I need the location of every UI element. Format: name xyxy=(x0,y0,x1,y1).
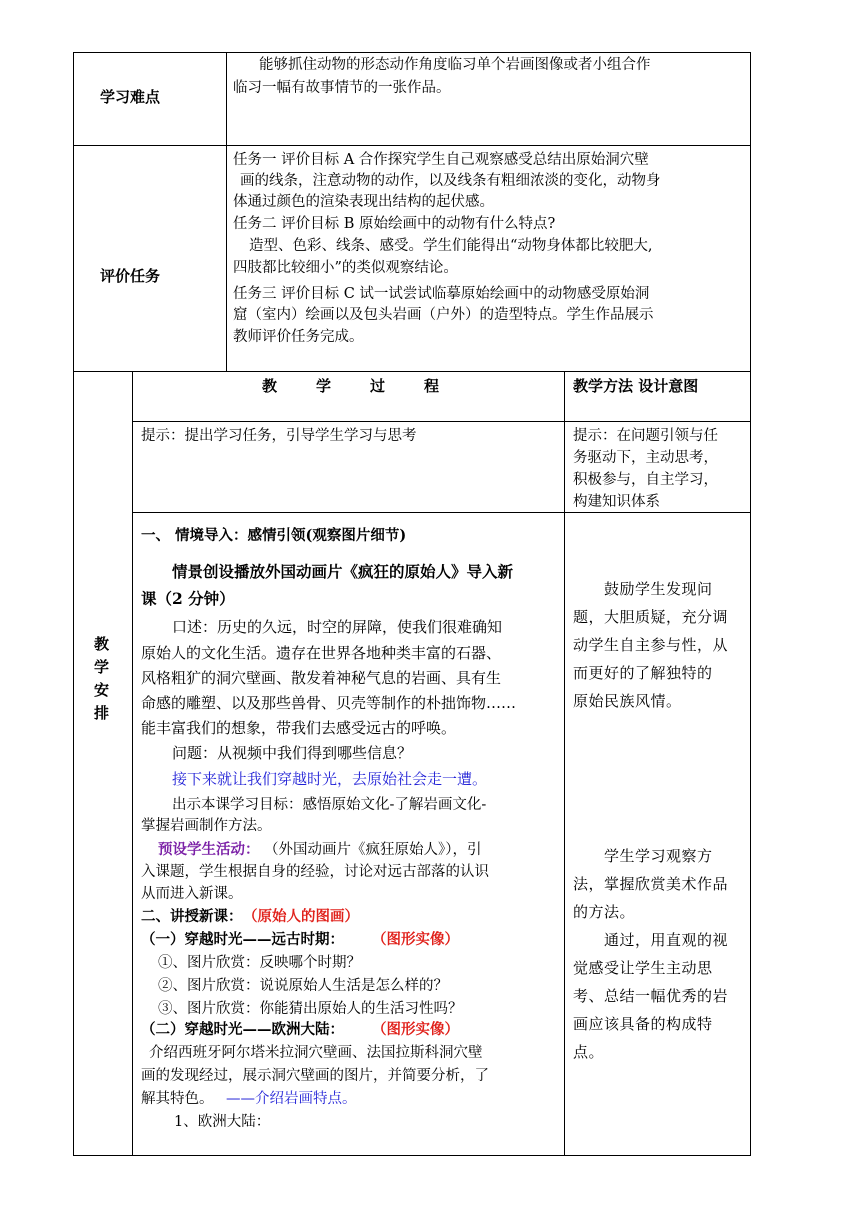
narration-line-2: 原始人的文化生活。遗存在世界各地种类丰富的石器、 xyxy=(141,644,502,662)
eval-line-7: 任务三 评价目标 C 试一试尝试临摹原始绘画中的动物感受原始洞 xyxy=(233,286,650,302)
intent-3-line-1: 通过，用直观的视 xyxy=(604,931,729,949)
intent-2-line-3: 的方法。 xyxy=(573,903,636,921)
subsection-2-title-red: （图形实像） xyxy=(372,1021,459,1038)
side-label-char-3: 安 xyxy=(94,681,110,699)
eval-line-1: 任务一 评价目标 A 合作探究学生自己观察感受总结出原始洞穴壁 xyxy=(233,152,649,168)
header-process-3: 过 xyxy=(370,377,386,395)
image-item-1: ①、图片欣赏：反映哪个时期？ xyxy=(158,955,361,971)
section-1-sub-line-2: 课（2 分钟） xyxy=(141,589,235,608)
intent-3-line-3: 考、总结一幅优秀的岩 xyxy=(573,987,729,1005)
eval-line-5: 造型、色彩、线条、感受。学生们能得出“动物身体都比较肥大, xyxy=(249,238,653,254)
europe-item: 1、欧洲大陆： xyxy=(174,1114,271,1130)
header-process-1: 教 xyxy=(262,377,278,395)
row-label-evaluation: 评价任务 xyxy=(100,267,161,285)
blue-transition: 接下来就让我们穿越时光，去原始社会走一遭。 xyxy=(172,770,488,788)
tip-right-3: 积极参与，自主学习， xyxy=(573,472,718,488)
cave-line-2: 画的发现经过，展示洞穴壁画的图片，并简要分析，了 xyxy=(141,1068,489,1084)
tip-right-4: 构建知识体系 xyxy=(573,494,660,510)
eval-line-9: 教师评价任务完成。 xyxy=(233,329,364,345)
subsection-1-title-red: （图形实像） xyxy=(372,931,459,948)
narration-line-1: 口述：历史的久远，时空的屏障，使我们很难确知 xyxy=(172,618,503,636)
header-process-2: 学 xyxy=(316,377,332,395)
section-1-sub-line-1: 情景创设播放外国动画片《疯狂的原始人》导入新 xyxy=(172,562,514,581)
tip-divider xyxy=(132,512,751,513)
tip-left: 提示：提出学习任务，引导学生学习与思考 xyxy=(141,428,417,444)
intent-3-line-4: 画应该具备的构成特 xyxy=(573,1015,713,1033)
col-divider-side xyxy=(132,371,133,1156)
intent-3-line-2: 觉感受让学生主动思 xyxy=(573,959,713,977)
narration-line-5: 能丰富我们的想象，带我们去感受远古的呼唤。 xyxy=(141,719,457,737)
border-left xyxy=(73,52,74,1156)
col-divider-top xyxy=(226,52,227,371)
cave-line-1: 介绍西班牙阿尔塔米拉洞穴壁画、法国拉斯科洞穴壁 xyxy=(149,1045,483,1061)
intent-1-line-3: 动学生自主参与性，从 xyxy=(573,636,729,654)
intent-1-line-4: 而更好的了解独特的 xyxy=(573,664,713,682)
activity-line-1: （外国动画片《疯狂原始人》），引 xyxy=(264,842,482,858)
tip-right-1: 提示：在问题引领与任 xyxy=(573,428,718,444)
eval-line-3: 体通过颜色的渲染表现出结构的起伏感。 xyxy=(233,194,494,210)
intent-3-line-5: 点。 xyxy=(573,1043,605,1061)
intent-2-line-1: 学生学习观察方 xyxy=(604,847,713,865)
eval-line-2: 画的线条，注意动物的动作，以及线条有粗细浓淡的变化，动物身 xyxy=(240,173,661,189)
narration-line-4: 命感的雕塑、以及那些兽骨、贝壳等制作的朴拙饰物…… xyxy=(141,694,517,712)
section-2-title-red: （原始人的图画） xyxy=(243,908,359,925)
tip-right-2: 务驱动下，主动思考， xyxy=(573,450,718,466)
eval-line-6: 四肢都比较细小”的类似观察结论。 xyxy=(233,260,458,276)
border-bottom xyxy=(73,1155,751,1156)
col-divider-method xyxy=(564,371,565,1156)
subsection-2-title: （二）穿越时光——欧洲大陆： xyxy=(141,1021,344,1038)
header-divider xyxy=(132,421,751,422)
narration-line-3: 风格粗犷的洞穴壁画、散发着神秘气息的岩画、具有生 xyxy=(141,669,502,687)
goal-line-2: 掌握岩画制作方法。 xyxy=(141,818,272,834)
cave-line-3: 解其特色。 xyxy=(141,1091,214,1107)
eval-line-4: 任务二 评价目标 B 原始绘画中的动物有什么特点? xyxy=(233,216,556,232)
header-method: 教学方法 设计意图 xyxy=(573,377,699,395)
image-item-2: ②、图片欣赏：说说原始人生活是怎么样的？ xyxy=(158,978,448,994)
border-top xyxy=(73,52,751,53)
goal-line-1: 出示本课学习目标：感悟原始文化-了解岩画文化- xyxy=(172,797,487,813)
image-item-3: ③、图片欣赏：你能猜出原始人的生活习性吗？ xyxy=(158,1001,463,1017)
intent-1-line-5: 原始民族风情。 xyxy=(573,692,682,710)
border-right xyxy=(750,52,751,1156)
row-divider-1 xyxy=(73,145,751,146)
intent-2-line-2: 法，掌握欣赏美术作品 xyxy=(573,875,729,893)
activity-label: 预设学生活动： xyxy=(158,841,260,858)
cave-line-3-blue: ——介绍岩画特点。 xyxy=(226,1091,357,1107)
section-2-title: 二、讲授新课： xyxy=(141,908,243,925)
side-label-char-1: 教 xyxy=(94,635,110,653)
activity-line-2: 入课题，学生根据自身的经验，讨论对远古部落的认识 xyxy=(141,864,489,880)
row-divider-2 xyxy=(73,371,751,372)
eval-line-8: 窟（室内）绘画以及包头岩画（户外）的造型特点。学生作品展示 xyxy=(233,307,654,323)
row-label-difficulty: 学习难点 xyxy=(100,88,161,106)
side-label-char-4: 排 xyxy=(94,704,110,722)
subsection-1-title: （一）穿越时光——远古时期： xyxy=(141,931,344,948)
header-process-4: 程 xyxy=(424,377,440,395)
intent-1-line-2: 题，大胆质疑，充分调 xyxy=(573,608,729,626)
side-label-char-2: 学 xyxy=(94,658,110,676)
intent-1-line-1: 鼓励学生发现问 xyxy=(604,580,713,598)
section-1-title: 一、 情境导入：感情引领(观察图片细节) xyxy=(141,527,407,544)
activity-line-3: 从而进入新课。 xyxy=(141,886,243,902)
difficulty-line-1: 能够抓住动物的形态动作角度临习单个岩画图像或者小组合作 xyxy=(259,57,651,73)
difficulty-line-2: 临习一幅有故事情节的一张作品。 xyxy=(233,80,451,96)
question-1: 问题：从视频中我们得到哪些信息？ xyxy=(172,744,413,762)
